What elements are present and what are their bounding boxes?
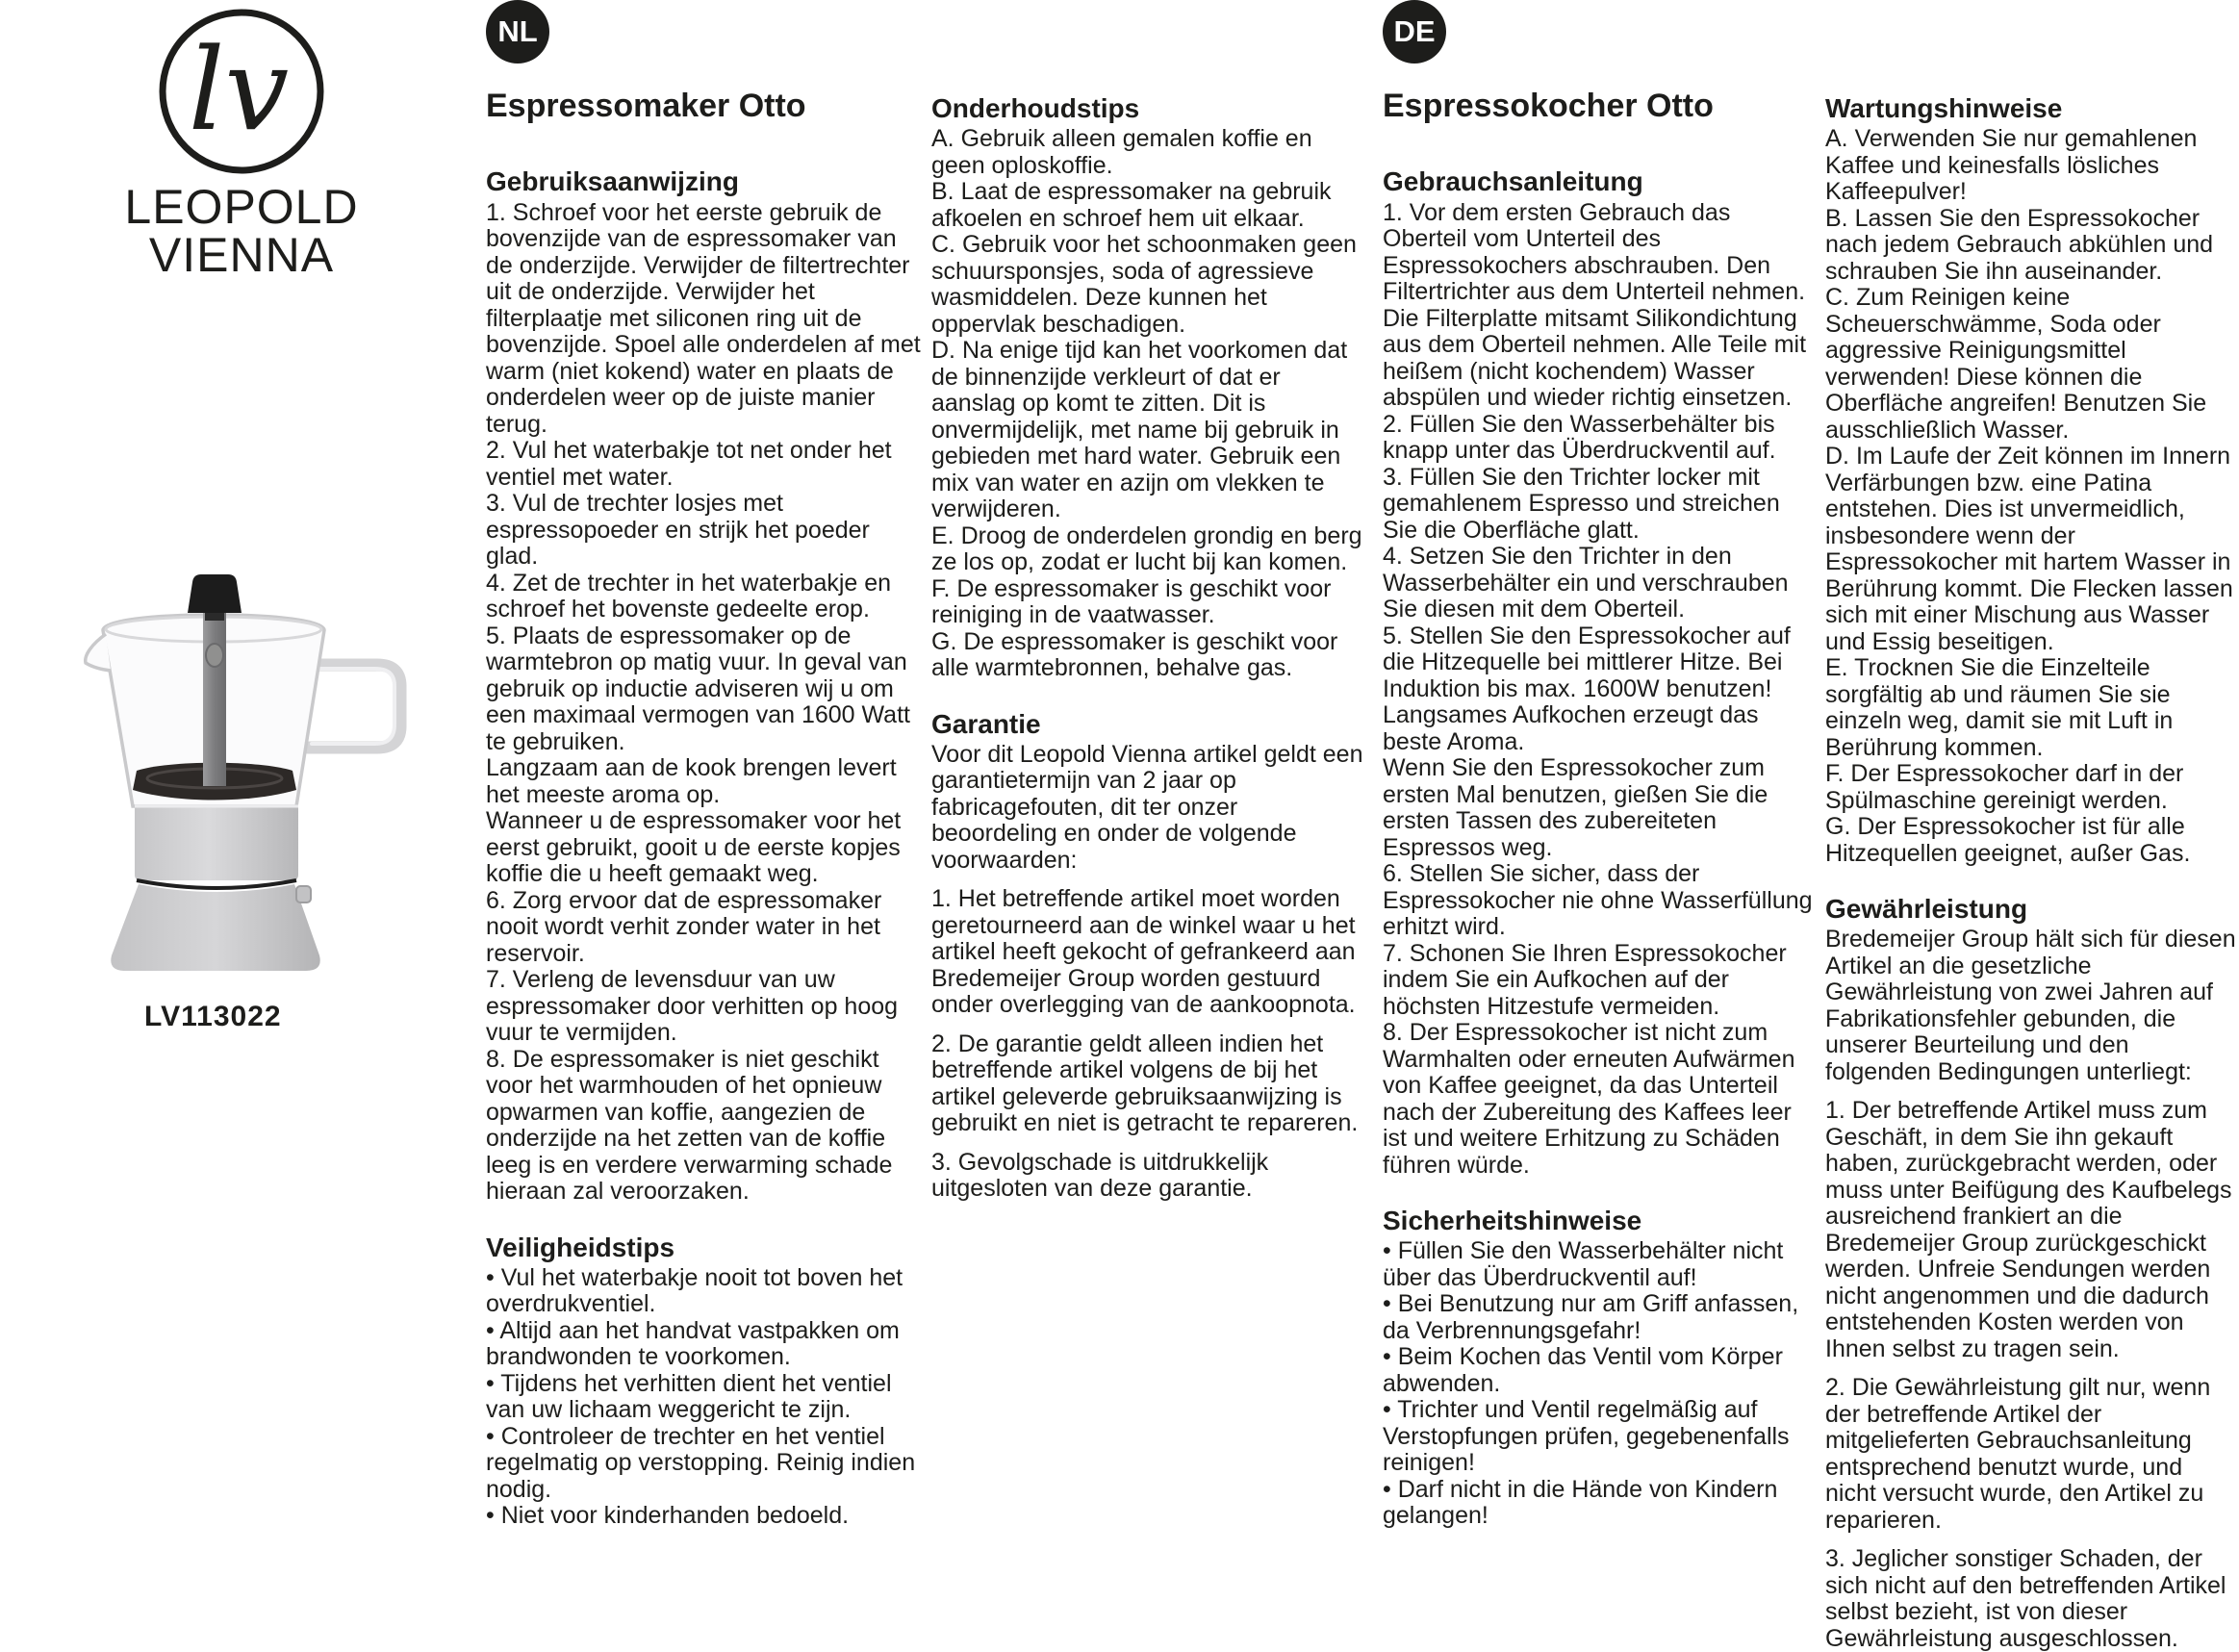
section-heading: Garantie (931, 708, 1041, 739)
column-bolt (206, 644, 223, 667)
paragraph: 5. Plaats de espressomaker op de warmtebron op matig vuur. In geval van gebruik op inductie adviseren wij u om een maximaal vermogen van 1600 Watt te gebruiken. (486, 622, 910, 755)
paragraph: Wanneer u de espressomaker voor het eerst gebruikt, gooit u de eerste kopjes koffie die u heeft gemaakt weg. (486, 807, 902, 888)
paragraph: Wenn Sie den Espressokocher zum ersten Mal benutzen, gießen Sie die ersten Tassen des zubereiteten Espressos weg. (1383, 754, 1768, 861)
paragraph: 2. Füllen Sie den Wasserbehälter bis knapp unter das Überdruckventil auf. (1383, 410, 1776, 465)
paragraph: 4. Zet de trechter in het waterbakje en schroef het bovenste gedeelte erop. (486, 569, 892, 623)
paragraph: • Beim Kochen das Ventil vom Körper abwenden. (1383, 1343, 1783, 1397)
product-title-de: Espressokocher Otto (1383, 88, 1714, 124)
paragraph: 4. Setzen Sie den Trichter in den Wasserbehälter ein und verschrauben Sie diesen mit dem Oberteil. (1383, 543, 1789, 623)
paragraph: • Vul het waterbakje nooit tot boven het overdrukventiel. (486, 1263, 903, 1318)
paragraph: 3. Vul de trechter losjes met espressopoeder en strijk het poeder glad. (486, 490, 870, 571)
riser-column (203, 613, 226, 786)
column-nl-maintenance (931, 93, 1366, 1203)
paragraph: C. Gebruik voor het schoonmaken geen schuursponsjes, soda of agressieve wasmiddelen. Deze kunnen het oppervlak beschadigen. (931, 231, 1357, 338)
paragraph: 1. Het betreffende artikel moet worden geretourneerd aan de winkel waar u het artikel heeft gekocht of gefrankeerd aan Bredemeijer Group worden gestuurd onder overlegging van de aankoopnota. (931, 885, 1356, 1019)
lid-knob (188, 574, 242, 613)
paragraph: E. Droog de onderdelen grondig en berg ze los op, zodat er lucht bij kan komen. (931, 521, 1362, 576)
paragraph: B. Laat de espressomaker na gebruik afkoelen en schroef hem uit elkaar. (931, 178, 1332, 232)
paragraph: 2. De garantie geldt alleen indien het betreffende artikel volgens de bij het artikel geleverde gebruiksaanwijzing is gebruikt en niet is getracht te repareren. (931, 1029, 1359, 1137)
paragraph: Langzaam aan de kook brengen levert het meeste aroma op. (486, 754, 897, 808)
de-maintenance-blocks (1825, 93, 2239, 1652)
language-badge-nl: NL (486, 0, 549, 64)
paragraph: D. Im Laufe der Zeit können im Innern Verfärbungen bzw. eine Patina entstehen. Dies ist unvermeidlich, insbesondere wenn der Espressokocher mit hartem Wasser in Berührung kommt. Die Flecken lassen sich mit einer Mischung aus Wasser und Essig beseitigen. (1825, 443, 2233, 655)
paragraph: 1. Vor dem ersten Gebrauch das Oberteil vom Unterteil des Espressokochers abschrauben. Den Filtertrichter aus dem Unterteil nehmen. Die Filterplatte mitsamt Silikondichtung aus dem Oberteil nehmen. Alle Teile mit heißem (nicht kochendem) Wasser abspülen und wieder richtig einsetzen. (1383, 198, 1807, 412)
nl-maintenance-blocks (931, 93, 1366, 1203)
paragraph: C. Zum Reinigen keine Scheuerschwämme, Soda oder aggressive Reinigungsmittel verwenden! Diese können die Oberfläche angreifen! Benutzen Sie ausschließlich Wasser. (1825, 284, 2207, 444)
paragraph: • Bei Benutzung nur am Griff anfassen, da Verbrennungsgefahr! (1383, 1290, 1799, 1344)
paragraph: B. Lassen Sie den Espressokocher nach jedem Gebrauch abkühlen und schrauben Sie ihn auseinander. (1825, 204, 2214, 285)
paragraph: A. Gebruik alleen gemalen koffie en geen oploskoffie. (931, 125, 1312, 179)
paragraph: F. De espressomaker is geschikt voor reiniging in de vaatwasser. (931, 574, 1332, 629)
paragraph: Langsames Aufkochen erzeugt das beste Aroma. (1383, 701, 1759, 755)
paragraph: D. Na enige tijd kan het voorkomen dat de binnenzijde verkleurt of dat er aanslag op komt te zitten. Dit is onvermijdelijk, met name bij gebruik in gebieden met hard water. Gebruik een mix van water en azijn om vlekken te verwijderen. (931, 337, 1348, 523)
paragraph: 7. Verleng de levensduur van uw espressomaker door verhitten op hoog vuur te vermijden. (486, 966, 899, 1047)
paragraph: 6. Zorg ervoor dat de espressomaker nooit wordt verhit zonder water in het reservoir. (486, 886, 882, 967)
section-heading: Gebrauchsanleitung (1383, 166, 1643, 197)
section-heading: Sicherheitshinweise (1383, 1206, 1642, 1236)
paragraph: Bredemeijer Group hält sich für diesen Artikel an die gesetzliche Gewährleistung von zwei Jahren auf Fabrikationsfehler gebunden, die unserer Beurteilung und den folgenden Bedingungen unterliegt: (1825, 926, 2236, 1085)
paragraph: F. Der Espressokocher darf in der Spülmaschine gereinigt werden. (1825, 760, 2184, 814)
paragraph: 7. Schonen Sie Ihren Espressokocher indem Sie ein Aufkochen auf der höchsten Hitzestufe vermeiden. (1383, 939, 1787, 1020)
paragraph: A. Verwenden Sie nur gemahlenen Kaffee und keinesfalls lösliches Kaffeepulver! (1825, 125, 2198, 206)
leopold-vienna-monogram-icon (154, 6, 329, 181)
espresso-maker-illustration (77, 563, 423, 986)
paragraph: • Trichter und Ventil regelmäßig auf Verstopfungen prüfen, gegebenenfalls reinigen! (1383, 1396, 1790, 1477)
column-de-usage (1383, 0, 1818, 1530)
paragraph: 1. Der betreffende Artikel muss zum Geschäft, in dem Sie ihn gekauft haben, zurückgebracht werden, oder muss unter Beifügung des Kaufbelegs ausreichend frankiert an die Bredemeijer Group zurückgeschickt werden. Unfreie Sendungen werden nicht angenommen und die dadurch entstehenden Kosten werden von Ihnen selbst zu tragen sein. (1825, 1097, 2232, 1362)
column-nl-usage (486, 0, 927, 1530)
de-usage-blocks (1383, 166, 1818, 1529)
paragraph: • Darf nicht in die Hände von Kindern gelangen! (1383, 1475, 1778, 1530)
nl-usage-blocks (486, 166, 927, 1529)
metal-band (135, 806, 298, 880)
paragraph: 3. Gevolgschade is uitdrukkelijk uitgesloten van deze garantie. (931, 1148, 1269, 1203)
seam-line (137, 880, 296, 888)
safety-valve (296, 886, 311, 902)
base-cone (111, 884, 319, 971)
brand-wordmark-line1: LEOPOLD (124, 180, 359, 234)
section-heading: Gewährleistung (1825, 894, 2028, 925)
glass-handle (308, 665, 400, 748)
paragraph: G. De espressomaker is geschikt voor alle warmtebronnen, behalve gas. (931, 627, 1338, 682)
paragraph: 3. Füllen Sie den Trichter locker mit gemahlenem Espresso und streichen Sie die Oberfläche glatt. (1383, 463, 1780, 544)
section-heading: Wartungshinweise (1825, 93, 2063, 123)
paragraph: 2. Die Gewährleistung gilt nur, wenn der betreffende Artikel der mitgelieferten Gebrauchsanleitung entsprechend benutzt wurde, und nicht versucht wurde, den Artikel zu reparieren. (1825, 1374, 2211, 1534)
column-de-maintenance (1825, 93, 2239, 1652)
product-title-nl: Espressomaker Otto (486, 88, 806, 124)
brand-logo (154, 6, 329, 181)
paragraph: • Altijd aan het handvat vastpakken om brandwonden te voorkomen. (486, 1316, 900, 1371)
brand-wordmark (106, 180, 377, 282)
paragraph: E. Trocknen Sie die Einzelteile sorgfältig ab und räumen Sie sie einzeln weg, damit sie mit Luft in Berührung kommen. (1825, 654, 2174, 761)
product-code: LV113022 (144, 1001, 282, 1032)
brand-wordmark-line2: VIENNA (148, 228, 335, 282)
paragraph: 2. Vul het waterbakje tot net onder het ventiel met water. (486, 437, 892, 491)
language-badge-de: DE (1383, 0, 1446, 64)
paragraph: 5. Stellen Sie den Espressokocher auf die Hitzequelle bei mittlerer Hitze. Bei Induktion bis max. 1600W benutzen! (1383, 622, 1791, 702)
paragraph: • Füllen Sie den Wasserbehälter nicht über das Überdruckventil auf! (1383, 1237, 1784, 1291)
paragraph: 8. De espressomaker is niet geschikt voor het warmhouden of het opnieuw opwarmen van koffie, aangezien de onderzijde na het zetten van de koffie leeg is en verdere verwarming schade hieraan zal veroorzaken. (486, 1045, 893, 1206)
monogram-letters: lv (188, 23, 290, 156)
paragraph: 6. Stellen Sie sicher, dass der Espressokocher nie ohne Wasserfüllung erhitzt wird. (1383, 860, 1813, 941)
paragraph: • Controleer de trechter en het ventiel regelmatig op verstopping. Reinig indien nodig. (486, 1422, 916, 1503)
paragraph: • Niet voor kinderhanden bedoeld. (486, 1502, 850, 1530)
paragraph: 3. Jeglicher sonstiger Schaden, der sich nicht auf den betreffenden Artikel selbst bezieht, ist von dieser Gewährleistung ausgeschlossen. (1825, 1545, 2226, 1652)
section-heading: Onderhoudstips (931, 93, 1140, 123)
paragraph: • Tijdens het verhitten dient het ventiel van uw lichaam weggericht te zijn. (486, 1369, 892, 1424)
paragraph: 1. Schroef voor het eerste gebruik de bovenzijde van de espressomaker van de onderzijde. Verwijder de filtertrechter uit de onderzijde. Verwijder het filterplaatje met siliconen ring uit de bovenzijde. Spoel alle onderdelen af met warm (niet kokend) water en plaats de onderdelen weer op de juiste manier terug. (486, 198, 921, 438)
section-heading: Gebruiksaanwijzing (486, 166, 739, 197)
section-heading: Veiligheidstips (486, 1232, 675, 1262)
knob-neck (205, 613, 224, 621)
glass-handle-highlight (312, 669, 394, 744)
product-photo (77, 563, 423, 986)
paragraph: Voor dit Leopold Vienna artikel geldt een garantietermijn van 2 jaar op fabricagefouten, dit ter onzer beoordeling en onder de volgende voorwaarden: (931, 740, 1363, 874)
paragraph: G. Der Espressokocher ist für alle Hitzequellen geeignet, außer Gas. (1825, 813, 2191, 867)
paragraph: 8. Der Espressokocher ist nicht zum Warmhalten oder erneuten Aufwärmen von Kaffee geeignet, da das Unterteil nach der Zubereitung des Kaffees leer ist und weitere Erhitzung zu Schäden führen würde. (1383, 1019, 1795, 1179)
